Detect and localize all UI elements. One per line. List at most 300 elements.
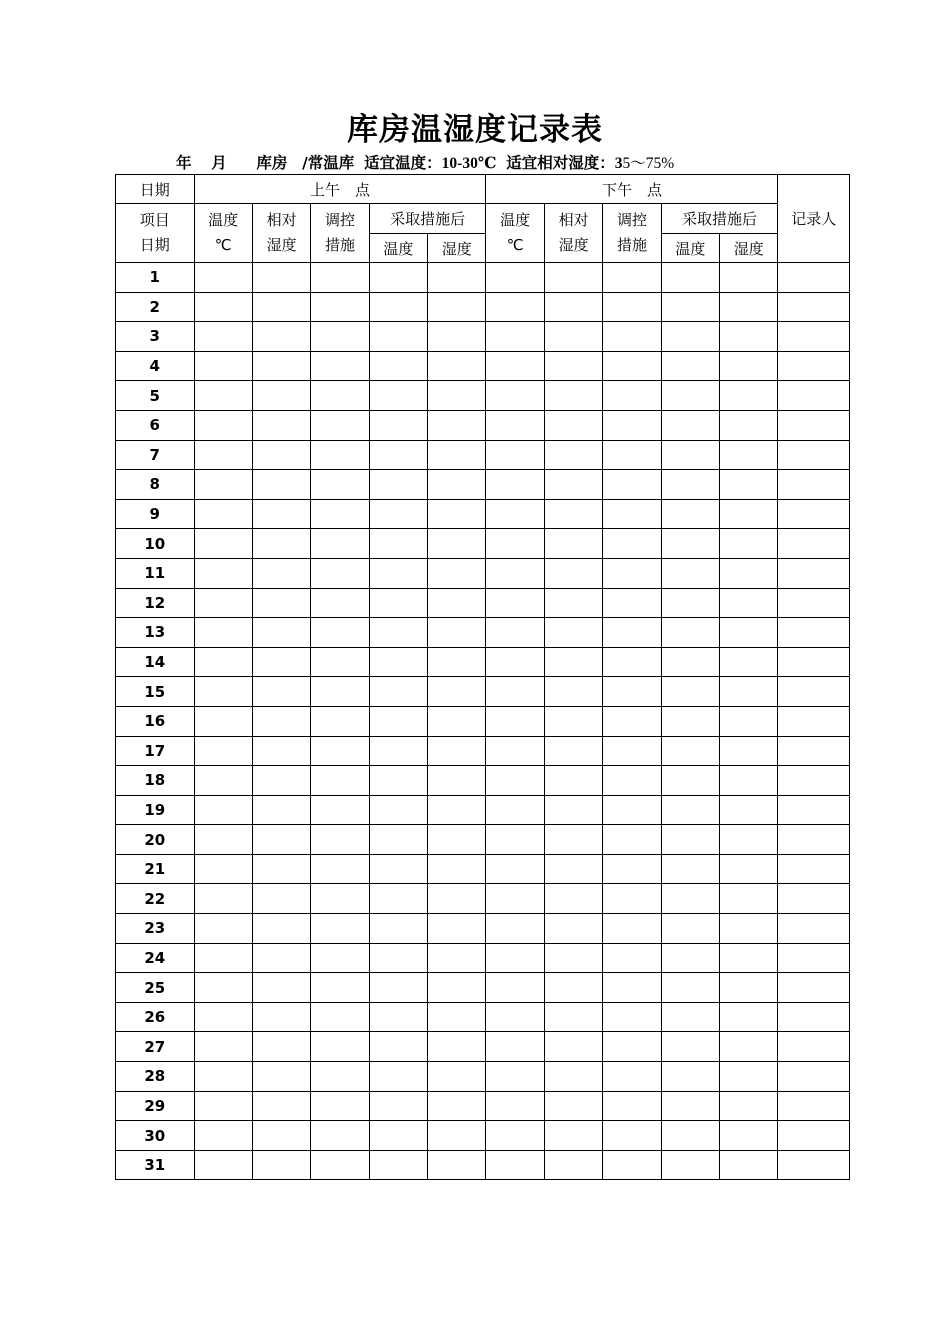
entry-cell[interactable]	[778, 292, 850, 322]
entry-cell[interactable]	[720, 499, 778, 529]
entry-cell[interactable]	[778, 884, 850, 914]
entry-cell[interactable]	[486, 1002, 544, 1032]
entry-cell[interactable]	[486, 263, 544, 293]
entry-cell[interactable]	[252, 1032, 310, 1062]
entry-cell[interactable]	[369, 470, 427, 500]
entry-cell[interactable]	[252, 854, 310, 884]
entry-cell[interactable]	[720, 884, 778, 914]
entry-cell[interactable]	[311, 558, 369, 588]
entry-cell[interactable]	[486, 588, 544, 618]
entry-cell[interactable]	[194, 1002, 252, 1032]
entry-cell[interactable]	[369, 1091, 427, 1121]
entry-cell[interactable]	[603, 588, 661, 618]
entry-cell[interactable]	[778, 1062, 850, 1092]
entry-cell[interactable]	[428, 558, 486, 588]
entry-cell[interactable]	[311, 973, 369, 1003]
entry-cell[interactable]	[486, 1150, 544, 1180]
entry-cell[interactable]	[252, 263, 310, 293]
entry-cell[interactable]	[252, 973, 310, 1003]
entry-cell[interactable]	[720, 1032, 778, 1062]
entry-cell[interactable]	[720, 706, 778, 736]
entry-cell[interactable]	[486, 825, 544, 855]
entry-cell[interactable]	[544, 529, 602, 559]
entry-cell[interactable]	[603, 440, 661, 470]
entry-cell[interactable]	[661, 854, 719, 884]
entry-cell[interactable]	[252, 440, 310, 470]
entry-cell[interactable]	[544, 884, 602, 914]
entry-cell[interactable]	[778, 677, 850, 707]
entry-cell[interactable]	[369, 943, 427, 973]
entry-cell[interactable]	[603, 1150, 661, 1180]
entry-cell[interactable]	[720, 647, 778, 677]
entry-cell[interactable]	[486, 795, 544, 825]
entry-cell[interactable]	[720, 1121, 778, 1151]
entry-cell[interactable]	[486, 1121, 544, 1151]
entry-cell[interactable]	[661, 677, 719, 707]
entry-cell[interactable]	[311, 499, 369, 529]
entry-cell[interactable]	[194, 825, 252, 855]
entry-cell[interactable]	[661, 1091, 719, 1121]
entry-cell[interactable]	[544, 914, 602, 944]
entry-cell[interactable]	[194, 973, 252, 1003]
entry-cell[interactable]	[428, 1002, 486, 1032]
entry-cell[interactable]	[311, 647, 369, 677]
entry-cell[interactable]	[194, 943, 252, 973]
entry-cell[interactable]	[486, 854, 544, 884]
entry-cell[interactable]	[544, 1002, 602, 1032]
entry-cell[interactable]	[311, 618, 369, 648]
entry-cell[interactable]	[194, 854, 252, 884]
entry-cell[interactable]	[603, 795, 661, 825]
entry-cell[interactable]	[428, 588, 486, 618]
entry-cell[interactable]	[428, 470, 486, 500]
entry-cell[interactable]	[428, 351, 486, 381]
entry-cell[interactable]	[311, 825, 369, 855]
entry-cell[interactable]	[661, 588, 719, 618]
entry-cell[interactable]	[194, 618, 252, 648]
entry-cell[interactable]	[311, 914, 369, 944]
entry-cell[interactable]	[194, 1121, 252, 1151]
entry-cell[interactable]	[603, 1091, 661, 1121]
entry-cell[interactable]	[778, 973, 850, 1003]
entry-cell[interactable]	[311, 410, 369, 440]
entry-cell[interactable]	[252, 736, 310, 766]
entry-cell[interactable]	[369, 1002, 427, 1032]
entry-cell[interactable]	[486, 351, 544, 381]
entry-cell[interactable]	[252, 677, 310, 707]
entry-cell[interactable]	[661, 943, 719, 973]
entry-cell[interactable]	[486, 529, 544, 559]
entry-cell[interactable]	[603, 825, 661, 855]
entry-cell[interactable]	[369, 677, 427, 707]
entry-cell[interactable]	[603, 263, 661, 293]
entry-cell[interactable]	[544, 647, 602, 677]
entry-cell[interactable]	[544, 766, 602, 796]
entry-cell[interactable]	[369, 973, 427, 1003]
entry-cell[interactable]	[428, 647, 486, 677]
entry-cell[interactable]	[720, 470, 778, 500]
entry-cell[interactable]	[311, 1121, 369, 1151]
entry-cell[interactable]	[544, 1062, 602, 1092]
entry-cell[interactable]	[720, 766, 778, 796]
entry-cell[interactable]	[486, 618, 544, 648]
entry-cell[interactable]	[603, 677, 661, 707]
entry-cell[interactable]	[603, 322, 661, 352]
entry-cell[interactable]	[369, 825, 427, 855]
entry-cell[interactable]	[544, 1091, 602, 1121]
entry-cell[interactable]	[603, 292, 661, 322]
entry-cell[interactable]	[252, 943, 310, 973]
entry-cell[interactable]	[603, 381, 661, 411]
entry-cell[interactable]	[661, 263, 719, 293]
entry-cell[interactable]	[603, 736, 661, 766]
entry-cell[interactable]	[720, 558, 778, 588]
entry-cell[interactable]	[603, 529, 661, 559]
entry-cell[interactable]	[252, 1150, 310, 1180]
entry-cell[interactable]	[252, 381, 310, 411]
entry-cell[interactable]	[311, 263, 369, 293]
entry-cell[interactable]	[194, 1062, 252, 1092]
entry-cell[interactable]	[544, 440, 602, 470]
entry-cell[interactable]	[252, 1121, 310, 1151]
entry-cell[interactable]	[720, 1150, 778, 1180]
entry-cell[interactable]	[661, 440, 719, 470]
entry-cell[interactable]	[661, 736, 719, 766]
entry-cell[interactable]	[369, 588, 427, 618]
entry-cell[interactable]	[369, 499, 427, 529]
entry-cell[interactable]	[720, 1002, 778, 1032]
entry-cell[interactable]	[720, 854, 778, 884]
entry-cell[interactable]	[486, 706, 544, 736]
entry-cell[interactable]	[544, 381, 602, 411]
entry-cell[interactable]	[544, 1032, 602, 1062]
entry-cell[interactable]	[194, 263, 252, 293]
entry-cell[interactable]	[194, 795, 252, 825]
entry-cell[interactable]	[720, 351, 778, 381]
entry-cell[interactable]	[311, 854, 369, 884]
entry-cell[interactable]	[252, 706, 310, 736]
entry-cell[interactable]	[486, 381, 544, 411]
entry-cell[interactable]	[603, 618, 661, 648]
entry-cell[interactable]	[369, 558, 427, 588]
entry-cell[interactable]	[661, 647, 719, 677]
entry-cell[interactable]	[428, 766, 486, 796]
entry-cell[interactable]	[544, 677, 602, 707]
entry-cell[interactable]	[544, 795, 602, 825]
entry-cell[interactable]	[544, 825, 602, 855]
entry-cell[interactable]	[778, 381, 850, 411]
entry-cell[interactable]	[252, 766, 310, 796]
entry-cell[interactable]	[486, 410, 544, 440]
entry-cell[interactable]	[428, 292, 486, 322]
entry-cell[interactable]	[311, 736, 369, 766]
entry-cell[interactable]	[252, 499, 310, 529]
entry-cell[interactable]	[428, 529, 486, 559]
entry-cell[interactable]	[486, 440, 544, 470]
entry-cell[interactable]	[778, 854, 850, 884]
entry-cell[interactable]	[544, 470, 602, 500]
entry-cell[interactable]	[778, 529, 850, 559]
entry-cell[interactable]	[252, 618, 310, 648]
entry-cell[interactable]	[369, 618, 427, 648]
entry-cell[interactable]	[603, 470, 661, 500]
entry-cell[interactable]	[252, 292, 310, 322]
entry-cell[interactable]	[369, 1150, 427, 1180]
entry-cell[interactable]	[778, 647, 850, 677]
entry-cell[interactable]	[778, 440, 850, 470]
entry-cell[interactable]	[720, 263, 778, 293]
entry-cell[interactable]	[428, 1062, 486, 1092]
entry-cell[interactable]	[194, 736, 252, 766]
entry-cell[interactable]	[544, 618, 602, 648]
entry-cell[interactable]	[252, 914, 310, 944]
entry-cell[interactable]	[428, 943, 486, 973]
entry-cell[interactable]	[369, 263, 427, 293]
entry-cell[interactable]	[661, 618, 719, 648]
entry-cell[interactable]	[194, 410, 252, 440]
entry-cell[interactable]	[194, 884, 252, 914]
entry-cell[interactable]	[778, 470, 850, 500]
entry-cell[interactable]	[778, 263, 850, 293]
entry-cell[interactable]	[194, 1091, 252, 1121]
entry-cell[interactable]	[544, 263, 602, 293]
entry-cell[interactable]	[778, 943, 850, 973]
entry-cell[interactable]	[603, 884, 661, 914]
entry-cell[interactable]	[661, 558, 719, 588]
entry-cell[interactable]	[544, 1121, 602, 1151]
entry-cell[interactable]	[486, 973, 544, 1003]
entry-cell[interactable]	[252, 410, 310, 440]
entry-cell[interactable]	[311, 884, 369, 914]
entry-cell[interactable]	[603, 410, 661, 440]
entry-cell[interactable]	[486, 499, 544, 529]
entry-cell[interactable]	[369, 381, 427, 411]
entry-cell[interactable]	[311, 766, 369, 796]
entry-cell[interactable]	[252, 351, 310, 381]
entry-cell[interactable]	[661, 795, 719, 825]
entry-cell[interactable]	[544, 706, 602, 736]
entry-cell[interactable]	[720, 825, 778, 855]
entry-cell[interactable]	[778, 736, 850, 766]
entry-cell[interactable]	[311, 1150, 369, 1180]
entry-cell[interactable]	[661, 766, 719, 796]
entry-cell[interactable]	[369, 529, 427, 559]
entry-cell[interactable]	[311, 588, 369, 618]
entry-cell[interactable]	[369, 292, 427, 322]
entry-cell[interactable]	[661, 470, 719, 500]
entry-cell[interactable]	[778, 351, 850, 381]
entry-cell[interactable]	[194, 529, 252, 559]
entry-cell[interactable]	[778, 795, 850, 825]
entry-cell[interactable]	[369, 1032, 427, 1062]
entry-cell[interactable]	[486, 884, 544, 914]
entry-cell[interactable]	[720, 292, 778, 322]
entry-cell[interactable]	[428, 381, 486, 411]
entry-cell[interactable]	[778, 1002, 850, 1032]
entry-cell[interactable]	[486, 736, 544, 766]
entry-cell[interactable]	[252, 1062, 310, 1092]
entry-cell[interactable]	[369, 351, 427, 381]
entry-cell[interactable]	[486, 677, 544, 707]
entry-cell[interactable]	[311, 529, 369, 559]
entry-cell[interactable]	[252, 795, 310, 825]
entry-cell[interactable]	[428, 736, 486, 766]
entry-cell[interactable]	[603, 706, 661, 736]
entry-cell[interactable]	[544, 1150, 602, 1180]
entry-cell[interactable]	[720, 914, 778, 944]
entry-cell[interactable]	[369, 766, 427, 796]
entry-cell[interactable]	[603, 1032, 661, 1062]
entry-cell[interactable]	[252, 558, 310, 588]
entry-cell[interactable]	[486, 1091, 544, 1121]
entry-cell[interactable]	[778, 618, 850, 648]
entry-cell[interactable]	[661, 1150, 719, 1180]
entry-cell[interactable]	[603, 647, 661, 677]
entry-cell[interactable]	[194, 440, 252, 470]
entry-cell[interactable]	[428, 1121, 486, 1151]
entry-cell[interactable]	[544, 292, 602, 322]
entry-cell[interactable]	[544, 943, 602, 973]
entry-cell[interactable]	[720, 618, 778, 648]
entry-cell[interactable]	[603, 766, 661, 796]
entry-cell[interactable]	[661, 1032, 719, 1062]
entry-cell[interactable]	[311, 322, 369, 352]
entry-cell[interactable]	[428, 677, 486, 707]
entry-cell[interactable]	[486, 1062, 544, 1092]
entry-cell[interactable]	[778, 1150, 850, 1180]
entry-cell[interactable]	[311, 1032, 369, 1062]
entry-cell[interactable]	[720, 529, 778, 559]
entry-cell[interactable]	[311, 292, 369, 322]
entry-cell[interactable]	[194, 588, 252, 618]
entry-cell[interactable]	[544, 351, 602, 381]
entry-cell[interactable]	[311, 1091, 369, 1121]
entry-cell[interactable]	[428, 263, 486, 293]
entry-cell[interactable]	[661, 825, 719, 855]
entry-cell[interactable]	[428, 499, 486, 529]
entry-cell[interactable]	[252, 884, 310, 914]
entry-cell[interactable]	[778, 1121, 850, 1151]
entry-cell[interactable]	[428, 618, 486, 648]
entry-cell[interactable]	[369, 1121, 427, 1151]
entry-cell[interactable]	[661, 410, 719, 440]
entry-cell[interactable]	[428, 440, 486, 470]
entry-cell[interactable]	[369, 884, 427, 914]
entry-cell[interactable]	[778, 1032, 850, 1062]
entry-cell[interactable]	[720, 322, 778, 352]
entry-cell[interactable]	[194, 292, 252, 322]
entry-cell[interactable]	[252, 529, 310, 559]
entry-cell[interactable]	[544, 973, 602, 1003]
entry-cell[interactable]	[369, 322, 427, 352]
entry-cell[interactable]	[252, 1002, 310, 1032]
entry-cell[interactable]	[720, 440, 778, 470]
entry-cell[interactable]	[194, 1150, 252, 1180]
entry-cell[interactable]	[661, 1121, 719, 1151]
entry-cell[interactable]	[544, 499, 602, 529]
entry-cell[interactable]	[194, 677, 252, 707]
entry-cell[interactable]	[720, 973, 778, 1003]
entry-cell[interactable]	[778, 825, 850, 855]
entry-cell[interactable]	[778, 499, 850, 529]
entry-cell[interactable]	[194, 706, 252, 736]
entry-cell[interactable]	[720, 588, 778, 618]
entry-cell[interactable]	[778, 558, 850, 588]
entry-cell[interactable]	[369, 1062, 427, 1092]
entry-cell[interactable]	[252, 322, 310, 352]
entry-cell[interactable]	[311, 1002, 369, 1032]
entry-cell[interactable]	[194, 766, 252, 796]
entry-cell[interactable]	[603, 351, 661, 381]
entry-cell[interactable]	[369, 440, 427, 470]
entry-cell[interactable]	[720, 795, 778, 825]
entry-cell[interactable]	[661, 351, 719, 381]
entry-cell[interactable]	[428, 1091, 486, 1121]
entry-cell[interactable]	[194, 914, 252, 944]
entry-cell[interactable]	[778, 914, 850, 944]
entry-cell[interactable]	[311, 677, 369, 707]
entry-cell[interactable]	[661, 884, 719, 914]
entry-cell[interactable]	[428, 825, 486, 855]
entry-cell[interactable]	[428, 795, 486, 825]
entry-cell[interactable]	[311, 351, 369, 381]
entry-cell[interactable]	[252, 588, 310, 618]
entry-cell[interactable]	[661, 322, 719, 352]
entry-cell[interactable]	[486, 914, 544, 944]
entry-cell[interactable]	[603, 558, 661, 588]
entry-cell[interactable]	[369, 706, 427, 736]
entry-cell[interactable]	[428, 973, 486, 1003]
entry-cell[interactable]	[194, 1032, 252, 1062]
entry-cell[interactable]	[311, 706, 369, 736]
entry-cell[interactable]	[486, 766, 544, 796]
entry-cell[interactable]	[603, 499, 661, 529]
entry-cell[interactable]	[369, 914, 427, 944]
entry-cell[interactable]	[720, 410, 778, 440]
entry-cell[interactable]	[311, 1062, 369, 1092]
entry-cell[interactable]	[428, 322, 486, 352]
entry-cell[interactable]	[661, 1062, 719, 1092]
entry-cell[interactable]	[603, 1002, 661, 1032]
entry-cell[interactable]	[720, 677, 778, 707]
entry-cell[interactable]	[369, 410, 427, 440]
entry-cell[interactable]	[661, 529, 719, 559]
entry-cell[interactable]	[311, 381, 369, 411]
entry-cell[interactable]	[369, 854, 427, 884]
entry-cell[interactable]	[428, 706, 486, 736]
entry-cell[interactable]	[194, 647, 252, 677]
entry-cell[interactable]	[486, 558, 544, 588]
entry-cell[interactable]	[720, 736, 778, 766]
entry-cell[interactable]	[252, 647, 310, 677]
entry-cell[interactable]	[369, 736, 427, 766]
entry-cell[interactable]	[486, 322, 544, 352]
entry-cell[interactable]	[428, 854, 486, 884]
entry-cell[interactable]	[778, 706, 850, 736]
entry-cell[interactable]	[544, 410, 602, 440]
entry-cell[interactable]	[720, 943, 778, 973]
entry-cell[interactable]	[428, 884, 486, 914]
entry-cell[interactable]	[486, 647, 544, 677]
entry-cell[interactable]	[428, 914, 486, 944]
entry-cell[interactable]	[194, 381, 252, 411]
entry-cell[interactable]	[661, 381, 719, 411]
entry-cell[interactable]	[311, 795, 369, 825]
entry-cell[interactable]	[311, 943, 369, 973]
entry-cell[interactable]	[661, 914, 719, 944]
entry-cell[interactable]	[369, 795, 427, 825]
entry-cell[interactable]	[603, 943, 661, 973]
